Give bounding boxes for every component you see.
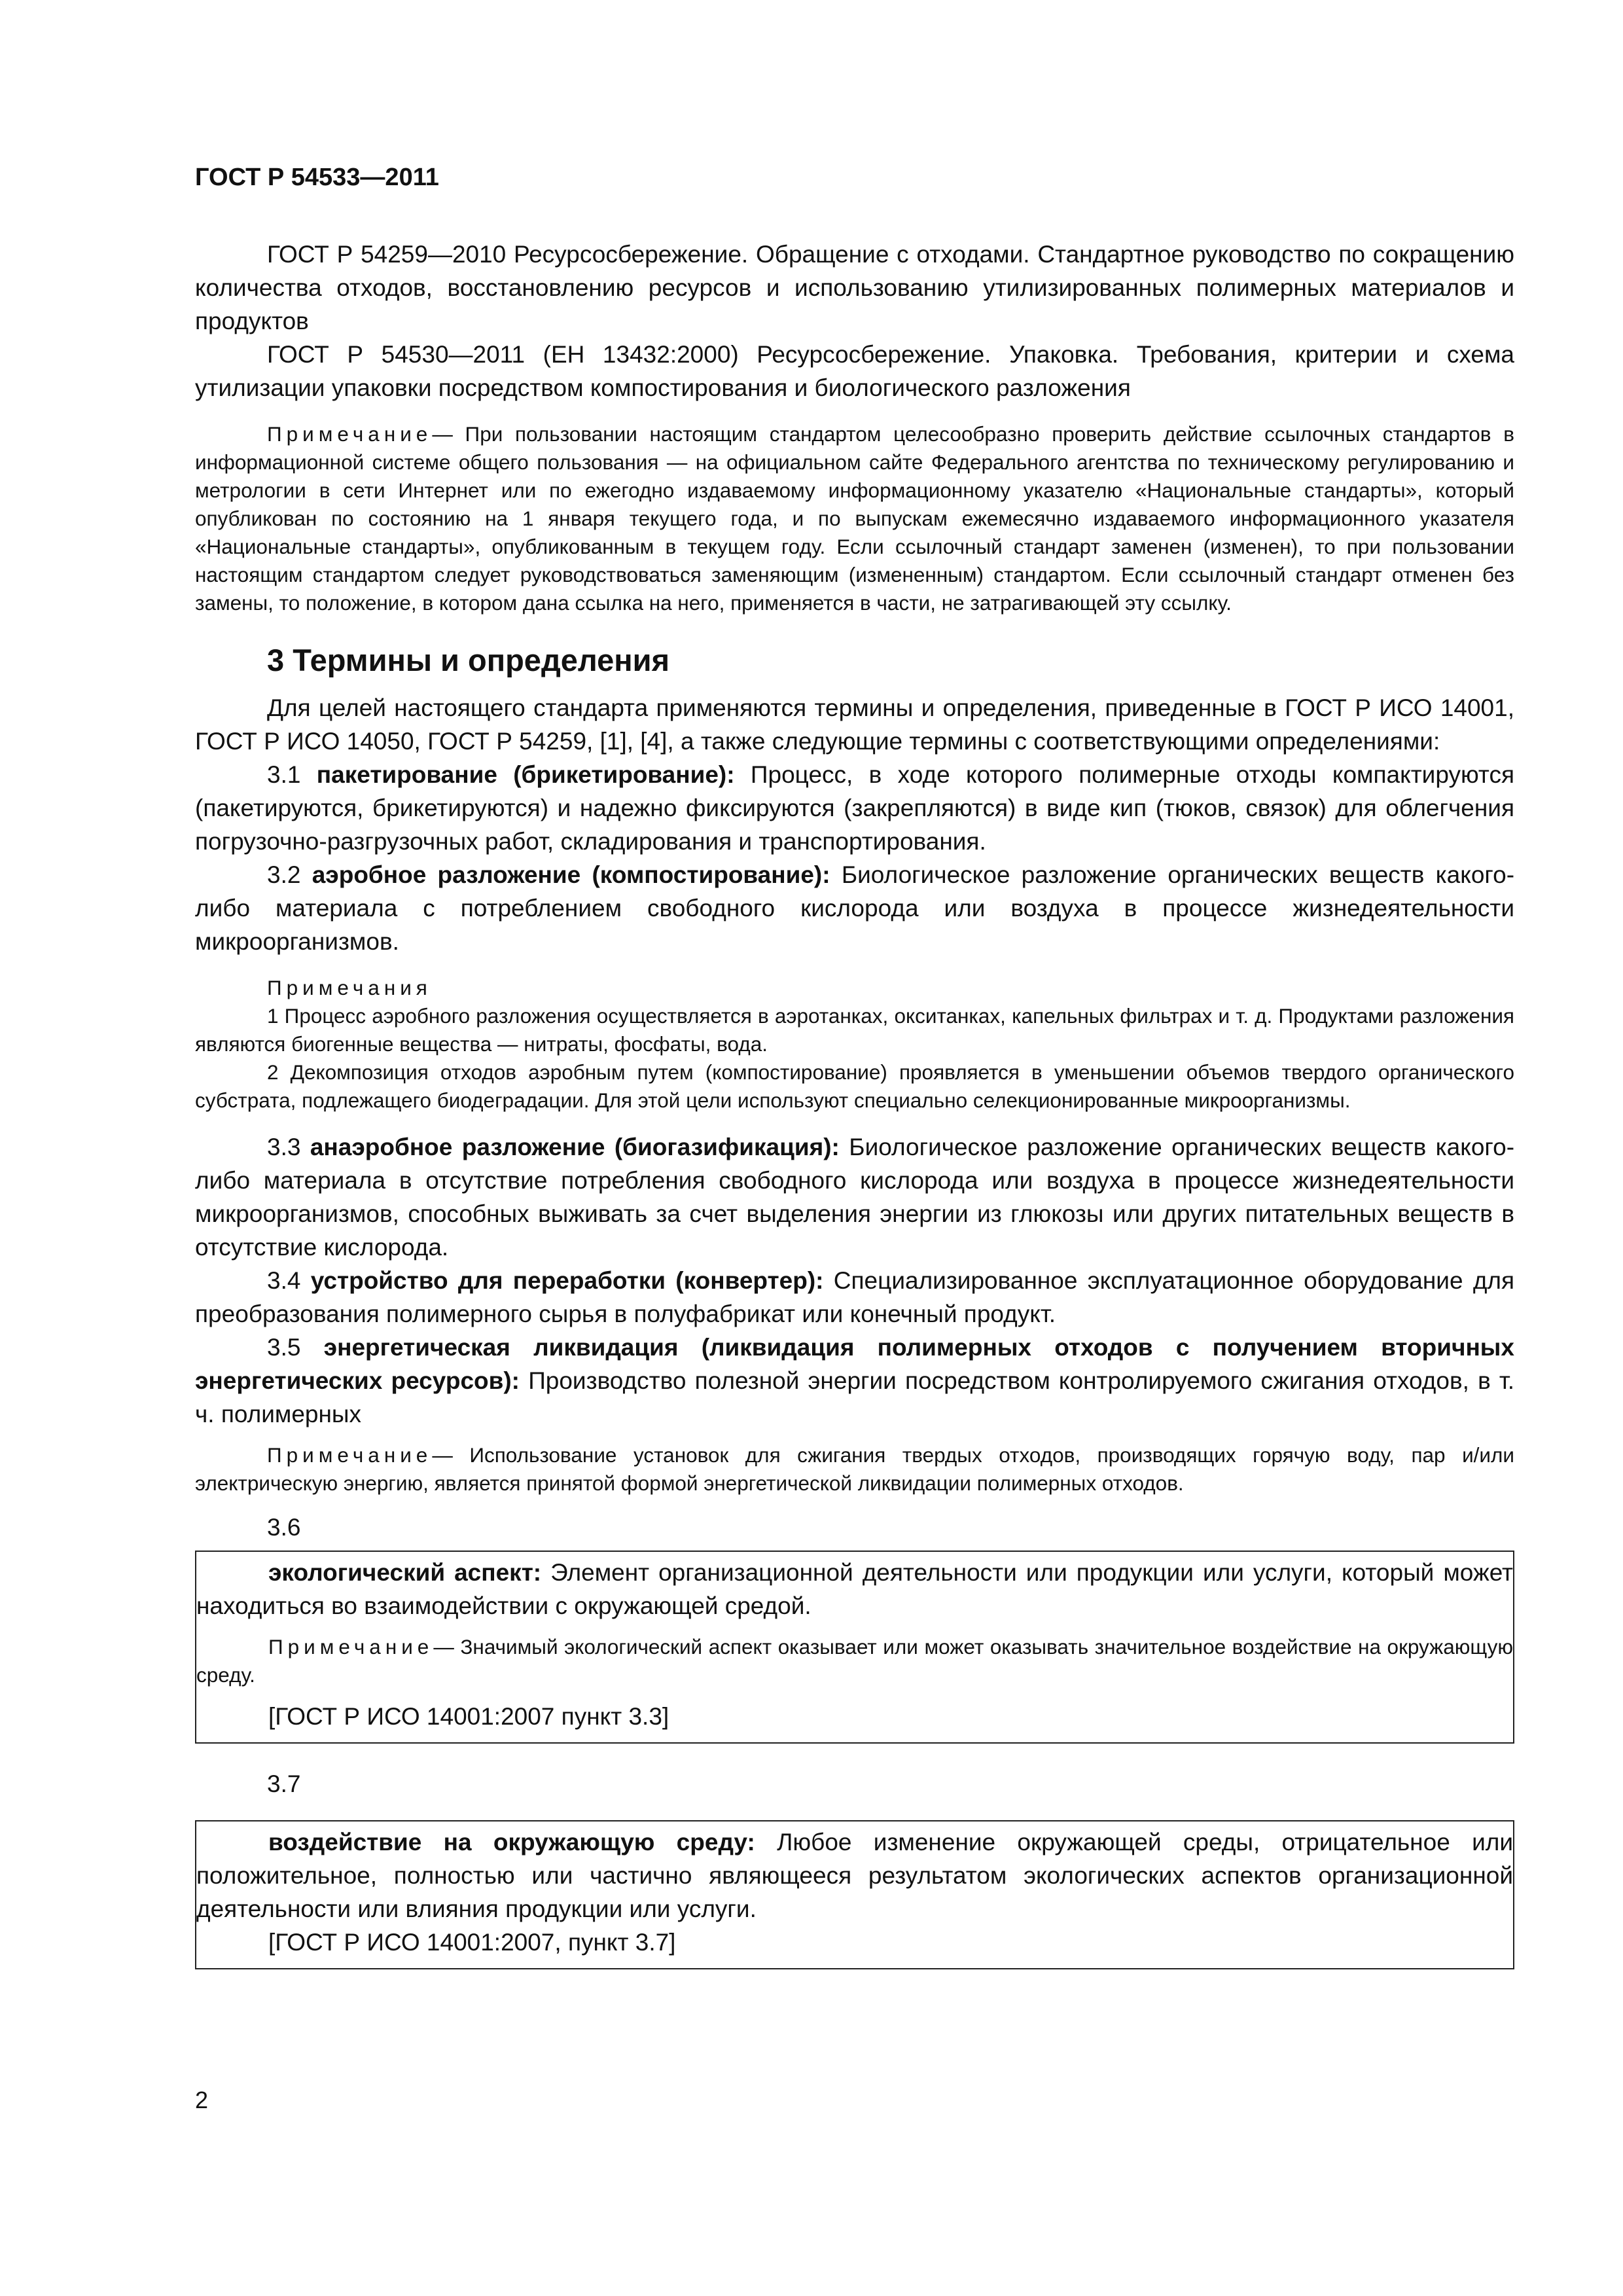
term-3-7-box [195,1820,1514,1969]
term-number: 3.2 [267,861,301,888]
term-definition: Производство полезной энергии посредством контролируемого сжигания отходов, в т. ч. полимерных [195,1367,1515,1427]
page-number: 2 [195,2087,209,2113]
term-definition: Биологическое разложение органических веществ какого-либо материала в отсутствие потребления свободного кислорода или воздуха в процессе жизнедеятельности микроорганизмов, способных выживать за счет выделения энергии из глюкозы или других питательных веществ в отсутствие кислорода. [195,1134,1515,1261]
reference-gost-54259: ГОСТ Р 54259—2010 Ресурсосбережение. Обращение с отходами. Стандартное руководство по сокращению количества отходов, восстановлению ресурсов и использованию утилизированных полимерных материалов и продуктов [195,241,1514,334]
document-page [195,164,1514,1969]
term-3-6-note [196,1633,1513,1689]
term-number: 3.1 [267,761,301,788]
term-definition: Процесс, в ходе которого полимерные отходы компактируются (пакетируются, брикетируются) и надежно фиксируются (закрепляются) в виде кип (тюков, связок) для облегчения погрузочно-разгрузочных работ, складирования и транспортирования. [195,761,1514,855]
section-title: 3 Термины и определения [267,643,669,677]
term-3-7-number: 3.7 [267,1770,301,1797]
term-3-6 [196,1556,1513,1623]
term-name: энергетическая ликвидация (ликвидация полимерных отходов с получением вторичных энергетических ресурсов): [195,1334,1514,1394]
note-label: Примечание [267,1443,433,1467]
term-number: 3.5 [267,1334,301,1361]
term-name: пакетирование (брикетирование): [316,761,735,788]
term-name: устройство для переработки (конвертер): [310,1267,824,1294]
term-definition: Специализированное эксплуатационное оборудование для преобразования полимерного сырья в полуфабрикат или конечный продукт. [195,1267,1515,1327]
document-id-header: ГОСТ Р 54533—2011 [195,164,439,191]
term-3-3 [195,1130,1514,1264]
term-3-2-note-2: 2 Декомпозиция отходов аэробным путем (компостирование) проявляется в уменьшении объемов твердого органического субстрата, подлежащего биодеградации. Для этой цели используют специально селекционированные микроорганизмы. [195,1060,1514,1112]
term-definition: Элемент организационной деятельности или продукции или услуги, который может находиться во взаимодействии с окружающей средой. [196,1559,1513,1619]
section-intro: Для целей настоящего стандарта применяются термины и определения, приведенные в ГОСТ Р ИСО 14001, ГОСТ Р ИСО 14050, ГОСТ Р 54259, [1], [4], а также следующие термины с соответствующими определениями: [195,694,1514,755]
note-label: Примечание [267,422,433,446]
term-3-1 [195,758,1514,858]
term-name: экологический аспект: [268,1559,542,1586]
note-label: Примечание [268,1635,434,1659]
references-note [195,420,1514,617]
term-3-2-note-1: 1 Процесс аэробного разложения осуществляется в аэротанках, окситанках, капельных фильтрах и т. д. Продуктами разложения являются биогенные вещества — нитраты, фосфаты, вода. [195,1004,1514,1056]
reference-gost-54530: ГОСТ Р 54530—2011 (ЕН 13432:2000) Ресурсосбережение. Упаковка. Требования, критерии и схема утилизации упаковки посредством компостирования и биологического разложения [195,341,1514,401]
term-3-6-box [195,1551,1514,1744]
term-definition: Биологическое разложение органических веществ какого-либо материала с потреблением свободного кислорода или воздуха в процессе жизнедеятельности микроорганизмов. [195,861,1515,955]
references-note-text: — При пользовании настоящим стандартом целесообразно проверить действие ссылочных стандартов в информационной системе общего пользования — на официальном сайте Федерального агентства по техническому регулированию и метрологии в сети Интернет или по ежегодно издаваемому информационному указателю «Национальные стандарты», который опубликован по состоянию на 1 января текущего года, и по выпускам ежемесячно издаваемого информационного указателя «Национальные стандарты», опубликованным в текущем году. Если ссылочный стандарт заменен (изменен), то при пользовании настоящим стандартом следует руководствоваться заменяющим (измененным) стандартом. Если ссылочный стандарт отменен без замены, то положение, в котором дана ссылка на него, применяется в части, не затрагивающей эту ссылку. [195,422,1514,615]
term-name: анаэробное разложение (биогазификация): [310,1134,840,1160]
term-number: 3.4 [267,1267,301,1294]
term-number: 3.3 [267,1134,301,1160]
term-3-6-number: 3.6 [267,1514,301,1541]
notes-heading [195,974,1514,1002]
note-text: — Использование установок для сжигания твердых отходов, производящих горячую воду, пар и/или электрическую энергию, является принятой формой энергетической ликвидации полимерных отходов. [195,1443,1514,1495]
note-text: — Значимый экологический аспект оказывает или может оказывать значительное воздействие на окружающую среду. [196,1635,1513,1687]
term-3-5 [195,1331,1514,1431]
term-3-5-note [195,1441,1514,1498]
term-3-6-source: [ГОСТ Р ИСО 14001:2007 пункт 3.3] [268,1703,669,1730]
term-3-7-source: [ГОСТ Р ИСО 14001:2007, пункт 3.7] [268,1929,676,1956]
term-definition: Любое изменение окружающей среды, отрицательное или положительное, полностью или частично являющееся результатом экологических аспектов организационной деятельности или влияния продукции или услуги. [196,1829,1513,1922]
term-3-7 [196,1825,1513,1926]
notes-label: Примечания [267,976,432,999]
term-3-4 [195,1264,1514,1331]
term-3-2 [195,858,1514,958]
term-name: воздействие на окружающую среду: [268,1829,755,1856]
term-name: аэробное разложение (компостирование): [312,861,830,888]
